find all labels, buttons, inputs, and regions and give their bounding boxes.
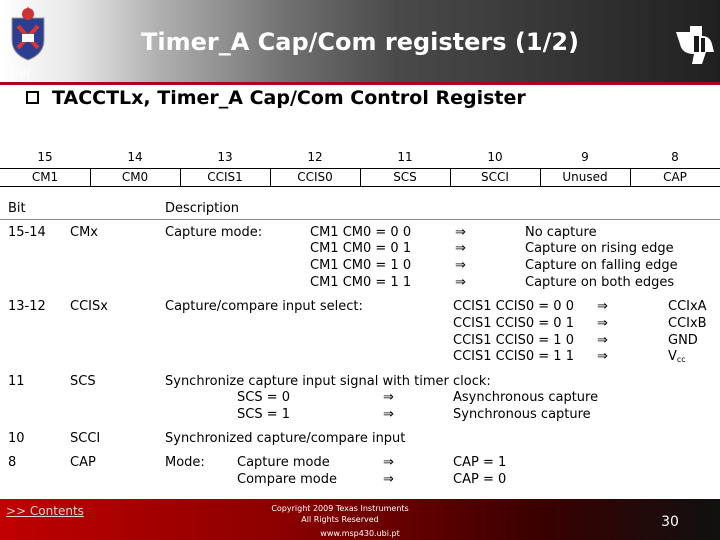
bit-number: 14: [127, 150, 143, 164]
register-field-cap: CAP: [663, 170, 687, 184]
cm-code: CM1 CM0 = 1 0: [310, 258, 412, 273]
row-name: CAP: [70, 455, 96, 470]
cm-code: CM1 CM0 = 0 0: [310, 225, 412, 240]
ccis-meaning-vcc: $V_{cc}$: [668, 349, 686, 364]
copyright-line: Copyright 2009 Texas Instruments: [271, 504, 409, 513]
cm-meaning: No capture: [525, 225, 597, 240]
cap-meaning: CAP = 1: [453, 455, 507, 470]
ccis-code: CCIS1 CCIS0 = 1 1: [453, 349, 574, 364]
register-subtitle: TACCTLx, Timer_A Cap/Com Control Register: [52, 87, 526, 109]
row-bit: 11: [8, 374, 25, 389]
row-name: SCS: [70, 374, 96, 389]
bit-number: 8: [671, 150, 679, 164]
field-divider: [540, 168, 541, 186]
implies-arrow-icon: ⇒: [455, 241, 466, 256]
register-field-scs: SCS: [393, 170, 417, 184]
implies-arrow-icon: ⇒: [383, 390, 394, 405]
cap-mode: Capture mode: [237, 455, 330, 470]
cap-mode: Compare mode: [237, 472, 337, 487]
row-name: CCISx: [70, 299, 108, 314]
website-text: www.msp430.ubi.pt: [320, 529, 400, 538]
bit-number: 15: [37, 150, 53, 164]
register-field-ccis0: CCIS0: [297, 170, 333, 184]
implies-arrow-icon: ⇒: [597, 333, 608, 348]
implies-arrow-icon: ⇒: [455, 275, 466, 290]
register-field-scci: SCCI: [481, 170, 509, 184]
cm-meaning: Capture on both edges: [525, 275, 675, 290]
row-bit: 8: [8, 455, 17, 470]
rights-line: All Rights Reserved: [301, 515, 379, 524]
cm-meaning: Capture on rising edge: [525, 241, 674, 256]
row-name: SCCI: [70, 431, 101, 446]
ccis-meaning: CCIxB: [668, 316, 707, 331]
row-bit: 10: [8, 431, 25, 446]
register-field-cm0: CM0: [121, 170, 149, 184]
register-bottom-border: [0, 186, 720, 187]
table-header-description: Description: [165, 201, 240, 216]
field-divider: [270, 168, 271, 186]
bit-number: 13: [217, 150, 233, 164]
implies-arrow-icon: ⇒: [383, 455, 394, 470]
cm-meaning: Capture on falling edge: [525, 258, 678, 273]
row-name: CMx: [70, 225, 98, 240]
contents-link[interactable]: >> Contents: [6, 504, 84, 518]
field-divider: [90, 168, 91, 186]
scs-code: SCS = 1: [237, 407, 291, 422]
implies-arrow-icon: ⇒: [455, 225, 466, 240]
field-divider: [630, 168, 631, 186]
implies-arrow-icon: ⇒: [383, 407, 394, 422]
field-divider: [450, 168, 451, 186]
bit-number: 12: [307, 150, 323, 164]
field-divider: [360, 168, 361, 186]
cm-code: CM1 CM0 = 1 1: [310, 275, 412, 290]
table-header-divider: [0, 219, 720, 220]
row-bit: 13-12: [8, 299, 46, 314]
row-label: Mode:: [165, 455, 205, 470]
ccis-code: CCIS1 CCIS0 = 1 0: [453, 333, 574, 348]
scs-meaning: Synchronous capture: [453, 407, 591, 422]
scs-meaning: Asynchronous capture: [453, 390, 599, 405]
implies-arrow-icon: ⇒: [597, 349, 608, 364]
ccis-code: CCIS1 CCIS0 = 0 0: [453, 299, 574, 314]
bit-number: 10: [487, 150, 503, 164]
row-label: Capture mode:: [165, 225, 263, 240]
implies-arrow-icon: ⇒: [597, 316, 608, 331]
row-label: Synchronize capture input signal with timer clock:: [165, 374, 491, 389]
row-label: Capture/compare input select:: [165, 299, 363, 314]
copyright-text: [240, 503, 440, 525]
page-title: Timer_A Cap/Com registers (1/2): [141, 28, 579, 56]
cap-meaning: CAP = 0: [453, 472, 507, 487]
ccis-meaning: CCIxA: [668, 299, 707, 314]
register-field-unused: Unused: [562, 170, 608, 184]
ccis-code: CCIS1 CCIS0 = 0 1: [453, 316, 574, 331]
implies-arrow-icon: ⇒: [455, 258, 466, 273]
implies-arrow-icon: ⇒: [597, 299, 608, 314]
register-field-ccis1: CCIS1: [207, 170, 243, 184]
org-label: UBI: [11, 67, 30, 80]
scs-code: SCS = 0: [237, 390, 291, 405]
bit-number: 9: [581, 150, 589, 164]
row-bit: 15-14: [8, 225, 46, 240]
row-label: Synchronized capture/compare input: [165, 431, 406, 446]
ti-logo-icon: [672, 22, 718, 68]
register-field-cm1: CM1: [31, 170, 59, 184]
bit-number: 11: [397, 150, 413, 164]
header-divider: [0, 82, 720, 85]
table-header-bit: Bit: [8, 201, 26, 216]
checkbox-bullet-icon: [26, 91, 39, 104]
university-crest-icon: [4, 4, 52, 64]
ccis-meaning: GND: [668, 333, 698, 348]
field-divider: [180, 168, 181, 186]
page-number: 30: [661, 514, 679, 530]
cm-code: CM1 CM0 = 0 1: [310, 241, 412, 256]
implies-arrow-icon: ⇒: [383, 472, 394, 487]
